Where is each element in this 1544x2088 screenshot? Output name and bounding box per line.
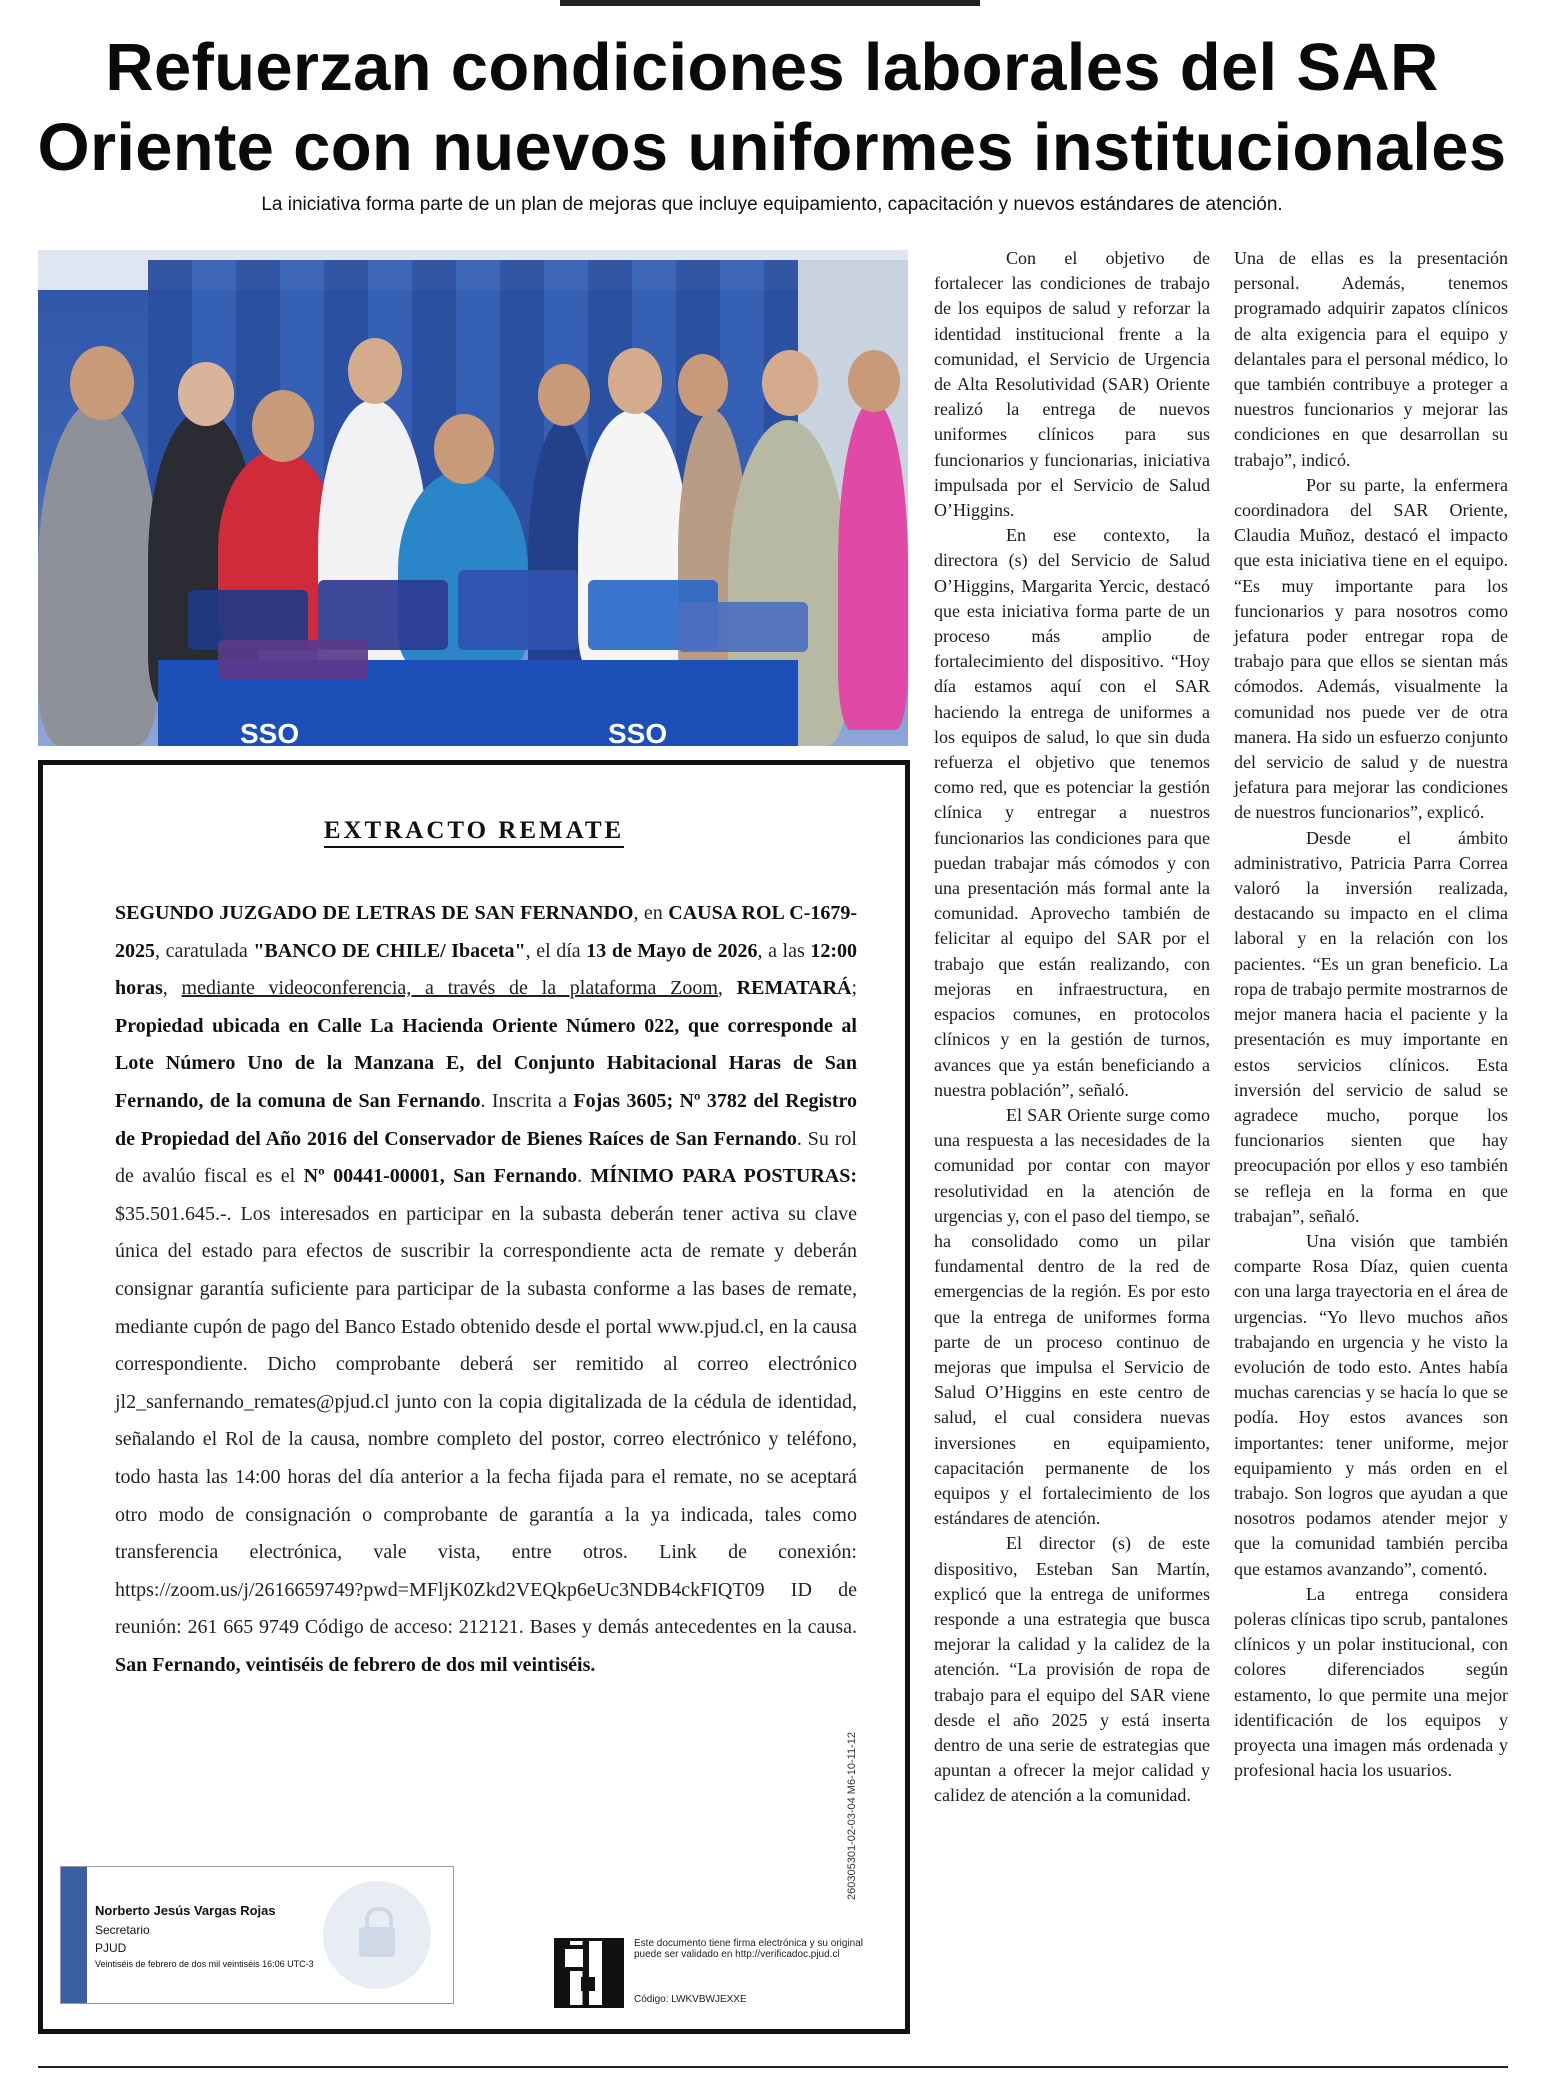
signer-name: Norberto Jesús Vargas Rojas bbox=[95, 1903, 276, 1918]
article-paragraph: Una visión que también comparte Rosa Díaz, quien cuenta con una larga trayectoria en el área de urgencias. “Yo llevo muchos años trabajando en urgencia y he visto la evolución de todo esto. Antes había muchas carencias y se hacía lo que se podía. Hoy estos avances son importantes: tener uniforme, mejor equipamiento y más orden en el trabajo. Son logros que ayudan a que nosotros podamos atender mejor y que la comunidad también perciba que estamos avanzando”, comentó. bbox=[1234, 1230, 1508, 1579]
legal-text: , a las bbox=[757, 939, 811, 962]
legal-text: . Inscrita a bbox=[480, 1089, 574, 1112]
person-head bbox=[348, 338, 402, 404]
case-caption: "BANCO DE CHILE/ Ibaceta" bbox=[253, 939, 526, 962]
signature-date: Veintiséis de febrero de dos mil veintiséis 16:06 UTC-3 bbox=[95, 1959, 314, 1969]
legal-notice-box bbox=[38, 760, 910, 2034]
remataria: REMATARÁ bbox=[736, 977, 852, 1000]
article-paragraph: Una de ellas es la presentación personal. Además, tenemos programado adquirir zapatos clínicos de alta exigencia para el equipo y delantales para el personal médico, lo que también contribuye a proteger a nuestros funcionarios y mejorar las condiciones en que desarrollan su trabajo”, indicó. bbox=[1234, 248, 1508, 470]
videoconference-note: mediante videoconferencia, a través de la plataforma Zoom bbox=[181, 977, 718, 1000]
uniform-package bbox=[218, 640, 368, 680]
legal-title-text: EXTRACTO REMATE bbox=[324, 817, 624, 848]
document-side-code: 260305301-02-03-04 M6-10-11-12 bbox=[846, 1732, 858, 1900]
legal-text: , el día bbox=[525, 939, 587, 962]
person-head bbox=[678, 354, 728, 416]
person-head bbox=[252, 390, 314, 462]
case-number: CAUSA ROL C-1679-2025 bbox=[115, 902, 857, 962]
legal-text: $35.501.645.-. Los interesados en participar en la subasta deberán tener activa su clave única del estado para efectos de suscribir la correspondiente acta de remate y deberán consignar garantía suficiente para participar de la subasta conforme a las bases de remate, mediante cupón de pago del Banco Estado obtenido desde el portal www.pjud.cl, en la causa correspondiente. Dicho comprobante deberá ser remitido al correo electrónico jl2_sanfernando_remates@pjud.cl junto con la copia digitalizada de la cédula de identidad, señalando el Rol de la causa, nombre completo del postor, correo electrónico y teléfono, todo hasta las 14:00 horas del día anterior a la fecha fijada para el remate, no se aceptará otro modo de consignación o comprobante de garantía a la ya indicada, tales como transferencia electrónica, vale vista, entre otros. Link de conexión: https://zoom.us/j/2616659749?pwd=MFljK0Zkd2VEQkp6eUc3NDB4ckFIQT09 ID de reunión: 261 665 9749 Código de acceso: 212121. Bases y demás antecedentes en la causa. bbox=[115, 1202, 857, 1639]
uniform-package bbox=[458, 570, 578, 650]
signature-bar bbox=[61, 1867, 87, 2003]
article-paragraph: El SAR Oriente surge como una respuesta a las necesidades de la comunidad por contar con mayor resolutividad en la atención de urgencias y, con el paso del tiempo, se ha consolidado como un pilar fundamental dentro de la red de emergencias de la región. Es por esto que la entrega de uniformes forma parte de un proceso continuo de mejoras que impulsa el Servicio de Salud O’Higgins en este centro de salud, el cual considera nuevas inversiones en equipamiento, capacitación permanente de los equipos y el fortalecimiento de los estándares de atención. bbox=[934, 1104, 1210, 1529]
person-head bbox=[848, 350, 900, 412]
auction-date: 13 de Mayo de 2026 bbox=[586, 939, 758, 962]
legal-title bbox=[43, 817, 905, 845]
article-paragraph: Por su parte, la enfermera coordinadora del SAR Oriente, Claudia Muñoz, destacó el impacto que esta iniciativa tiene en el equipo. “Es muy importante para los funcionarios y para nosotros como jefatura poder entregar ropa de trabajo para que ellos se sientan más cómodos. Además, visualmente la comunidad nos puede ver de otra manera. Ha sido un esfuerzo conjunto del servicio de salud y de nuestra jefatura para mejorar las condiciones de nuestros funcionarios”, explicó. bbox=[1234, 474, 1508, 823]
place-date: San Fernando, veintiséis de febrero de dos mil veintiséis. bbox=[115, 1653, 596, 1676]
article-paragraph: Con el objetivo de fortalecer las condiciones de trabajo de los equipos de salud y reforzar la identidad institucional frente a la comunidad, el Servicio de Urgencia de Alta Resolutividad (SAR) Oriente realizó la entrega de nuevos uniformes clínicos para sus funcionarios y funcionarias, iniciativa impulsada por el Servicio de Salud O’Higgins. bbox=[934, 248, 1210, 521]
legal-text: , caratulada bbox=[155, 939, 254, 962]
verification-note: Este documento tiene firma electrónica y su original puede ser validado en http://verificadoc.pjud.cl bbox=[634, 1938, 864, 1960]
article-paragraph: Desde el ámbito administrativo, Patricia Parra Correa valoró la inversión realizada, destacando su impacto en el clima laboral y en la relación con los pacientes. “Es un gran beneficio. La ropa de trabajo permite mostrarnos de mejor manera hacia el paciente y la presentación es muy importante en estos servicios clínicos. Esta inversión del servicio de salud se agradece mucho, porque los funcionarios sienten que hay preocupación por ellos y eso también se refleja en la forma en que trabajan”, señaló. bbox=[1234, 827, 1508, 1226]
person-head bbox=[762, 350, 818, 416]
property-description: Propiedad ubicada en Calle La Hacienda Oriente Número 022, que corresponde al Lote Número Uno de la Manzana E, del Conjunto Habitacional Haras de San Fernando, de la comuna de San Fernando bbox=[115, 1014, 857, 1112]
legal-text: . Su rol de avalúo fiscal es el bbox=[115, 1127, 857, 1188]
lock-icon bbox=[323, 1881, 431, 1989]
person-head bbox=[538, 364, 590, 426]
legal-text: , bbox=[162, 977, 182, 1000]
uniform-package bbox=[678, 602, 808, 652]
tax-roll: Nº 00441-00001, San Fernando bbox=[303, 1165, 578, 1188]
signer-role: Secretario bbox=[95, 1923, 150, 1937]
electronic-signature-box bbox=[60, 1866, 454, 2004]
article-photo bbox=[38, 250, 908, 746]
article-paragraph: La entrega considera poleras clínicas tipo scrub, pantalones clínicos y un polar institucional, con colores diferenciados según estamento, lo que permite una mejor identificación de los equipos y proyecta una imagen más ordenada y profesional hacia los usuarios. bbox=[1234, 1583, 1508, 1781]
registry-info: Fojas 3605; Nº 3782 del Registro de Propiedad del Año 2016 del Conservador de Bienes Raíces de San Fernando bbox=[115, 1089, 858, 1150]
headline bbox=[20, 28, 1524, 188]
article-column-1 bbox=[934, 246, 1210, 1809]
verification-code: Código: LWKVBWJEXXE bbox=[634, 1994, 747, 2005]
legal-text: ; bbox=[851, 977, 858, 1000]
person-head bbox=[70, 346, 134, 420]
legal-text: . bbox=[577, 1165, 591, 1188]
article-column-2 bbox=[1234, 246, 1508, 1783]
qr-code-icon bbox=[554, 1938, 624, 2008]
person-head bbox=[608, 348, 662, 414]
legal-body bbox=[115, 895, 857, 1684]
sso-logo-text: SSO bbox=[608, 718, 668, 746]
bottom-rule bbox=[38, 2066, 1508, 2068]
headline-line-1: Refuerzan condiciones laborales del SAR bbox=[105, 30, 1439, 105]
article-paragraph: El director (s) de este dispositivo, Esteban San Martín, explicó que la entrega de uniformes responde a una estrategia que busca mejorar la calidad y la calidez de la atención. “La provisión de ropa de trabajo para el equipo del SAR viene desde el año 2025 y está inserta dentro de una serie de estrategias que apuntan a ofrecer la mejor calidad y calidez de atención a la comunidad. bbox=[934, 1533, 1210, 1806]
person-head bbox=[434, 414, 494, 484]
person-head bbox=[178, 362, 234, 426]
legal-text: , en bbox=[633, 902, 669, 924]
person-figure bbox=[838, 400, 908, 730]
court-name: SEGUNDO JUZGADO DE LETRAS DE SAN FERNANDO bbox=[115, 902, 634, 924]
sso-logo-text: SSO bbox=[240, 718, 300, 746]
legal-text: , bbox=[717, 977, 737, 1000]
person-figure bbox=[38, 400, 158, 746]
subheadline: La iniciativa forma parte de un plan de mejoras que incluye equipamiento, capacitación y nuevos estándares de atención. bbox=[261, 194, 1283, 215]
top-strip bbox=[560, 0, 980, 6]
auction-time: 12:00 horas bbox=[115, 939, 857, 1000]
signer-org: PJUD bbox=[95, 1941, 127, 1955]
article-paragraph: En ese contexto, la directora (s) del Servicio de Salud O’Higgins, Margarita Yercic, destacó que esta iniciativa forma parte de un proceso más amplio de fortalecimiento del dispositivo. “Hoy día estamos aquí con el SAR haciendo la entrega de uniformes a los equipos de salud, lo que sin duda refuerza el objetivo que tenemos como red, que es potenciar la gestión clínica y entregar a nuestros funcionarios las condiciones para que puedan trabajar más cómodos y con una presentación más formal ante la comunidad. Aprovecho también de felicitar al equipo del SAR por el trabajo que están realizando, con mejoras en infraestructura, en espacios comunes, en protocolos clínicos y en la gestión de turnos, avances que ya están beneficiando a nuestra población”, señaló. bbox=[934, 525, 1210, 1100]
headline-line-2: Oriente con nuevos uniformes institucionales bbox=[37, 110, 1507, 185]
minimum-bid-label: MÍNIMO PARA POSTURAS: bbox=[590, 1165, 857, 1188]
